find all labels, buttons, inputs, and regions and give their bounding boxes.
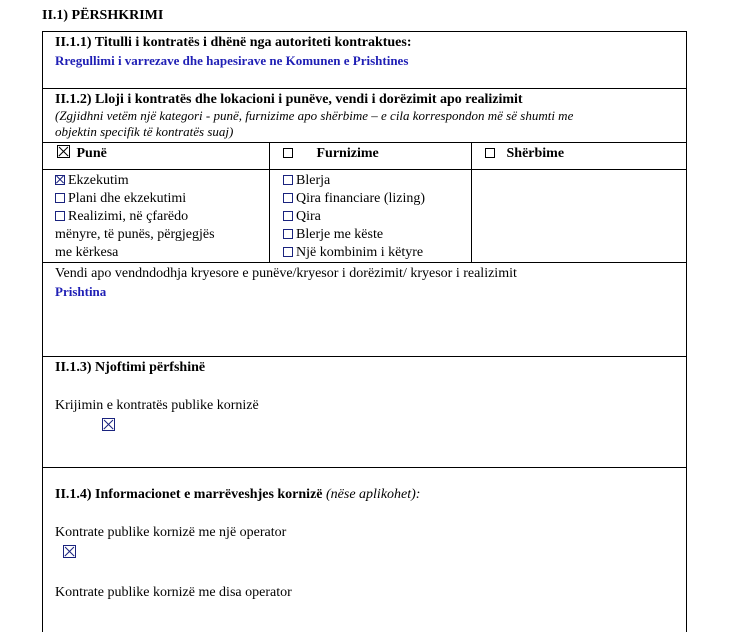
realization-checkbox[interactable] <box>55 211 65 221</box>
option-label: Ekzekutim <box>68 173 129 188</box>
multiple-operators-label: Kontrate publike kornizë me disa operator <box>55 585 292 600</box>
option-label: Realizimi, në çfarëdo <box>68 209 189 224</box>
works-header[interactable] <box>57 145 107 163</box>
s114-title: II.1.4) Informacionet e marrëveshjes kornizë <box>55 487 323 502</box>
s112-note-line2: objektin specifik të kontratës suaj) <box>55 124 234 139</box>
option-label: Qira <box>296 209 321 224</box>
supplies-label: Furnizime <box>316 146 379 161</box>
option-label: Një kombinim i këtyre <box>296 245 424 260</box>
option-label: Plani dhe ekzekutimi <box>68 191 187 206</box>
divider <box>43 356 686 357</box>
framework-creation-checkbox-wrap[interactable] <box>102 418 118 435</box>
combination-checkbox[interactable] <box>283 247 293 257</box>
execution-checkbox[interactable] <box>55 175 65 185</box>
s111-title: II.1.1) Titulli i kontratës i dhënë nga autoriteti kontraktues: <box>55 35 412 50</box>
divider <box>43 88 686 89</box>
s114-title-note: (nëse aplikohet): <box>326 487 421 502</box>
option-label: Blerje me këste <box>296 227 384 242</box>
works-option-realization[interactable] <box>55 208 188 226</box>
divider <box>43 262 686 263</box>
supplies-checkbox[interactable] <box>283 148 293 158</box>
s112-title: II.1.2) Lloji i kontratës dhe lokacioni i punëve, vendi i dorëzimit apo realizimit <box>55 92 523 107</box>
works-option-realization-cont: me kërkesa <box>55 245 119 260</box>
supplies-option-rental[interactable] <box>283 208 321 226</box>
design-execution-checkbox[interactable] <box>55 193 65 203</box>
works-label: Punë <box>76 146 107 161</box>
divider <box>43 169 686 170</box>
location-label: Vendi apo vendndodhja kryesore e punëve/kryesor i dorëzimit/ kryesor i realizimit <box>55 266 517 281</box>
s112-note-line1: (Zgjidhni vetëm një kategori - punë, furnizime apo shërbime – e cila korrespondon më së shumti me <box>55 108 574 123</box>
section-title: II.1) PËRSHKRIMI <box>42 8 164 23</box>
rental-checkbox[interactable] <box>283 211 293 221</box>
divider <box>43 467 686 468</box>
column-divider <box>269 142 270 262</box>
divider <box>43 142 686 143</box>
form-frame <box>42 31 687 632</box>
works-option-execution[interactable] <box>55 172 129 190</box>
works-checkbox[interactable] <box>57 145 70 158</box>
framework-creation-label: Krijimin e kontratës publike kornizë <box>55 398 259 413</box>
single-operator-checkbox-wrap[interactable] <box>63 545 79 562</box>
s113-title: II.1.3) Njoftimi përfshinë <box>55 360 206 375</box>
services-checkbox[interactable] <box>485 148 495 158</box>
location-value: Prishtina <box>55 284 107 299</box>
services-header[interactable] <box>485 145 564 163</box>
supplies-option-combination[interactable] <box>283 244 423 262</box>
supplies-header[interactable] <box>283 145 379 163</box>
supplies-option-purchase[interactable] <box>283 172 330 190</box>
hire-purchase-checkbox[interactable] <box>283 229 293 239</box>
option-label: Blerja <box>296 173 331 188</box>
works-option-design[interactable] <box>55 190 186 208</box>
works-option-realization-cont: mënyre, të punës, përgjegjës <box>55 227 215 242</box>
column-divider <box>471 142 472 262</box>
supplies-option-hire-purchase[interactable] <box>283 226 383 244</box>
supplies-option-leasing[interactable] <box>283 190 425 208</box>
single-operator-label: Kontrate publike kornizë me një operator <box>55 525 287 540</box>
framework-creation-checkbox[interactable] <box>102 418 115 431</box>
option-label: Qira financiare (lizing) <box>296 191 426 206</box>
s114-heading <box>55 486 420 504</box>
leasing-checkbox[interactable] <box>283 193 293 203</box>
services-label: Shërbime <box>506 146 565 161</box>
purchase-checkbox[interactable] <box>283 175 293 185</box>
single-operator-checkbox[interactable] <box>63 545 76 558</box>
contract-title-value: Rregullimi i varrezave dhe hapesirave ne Komunen e Prishtines <box>55 53 409 68</box>
